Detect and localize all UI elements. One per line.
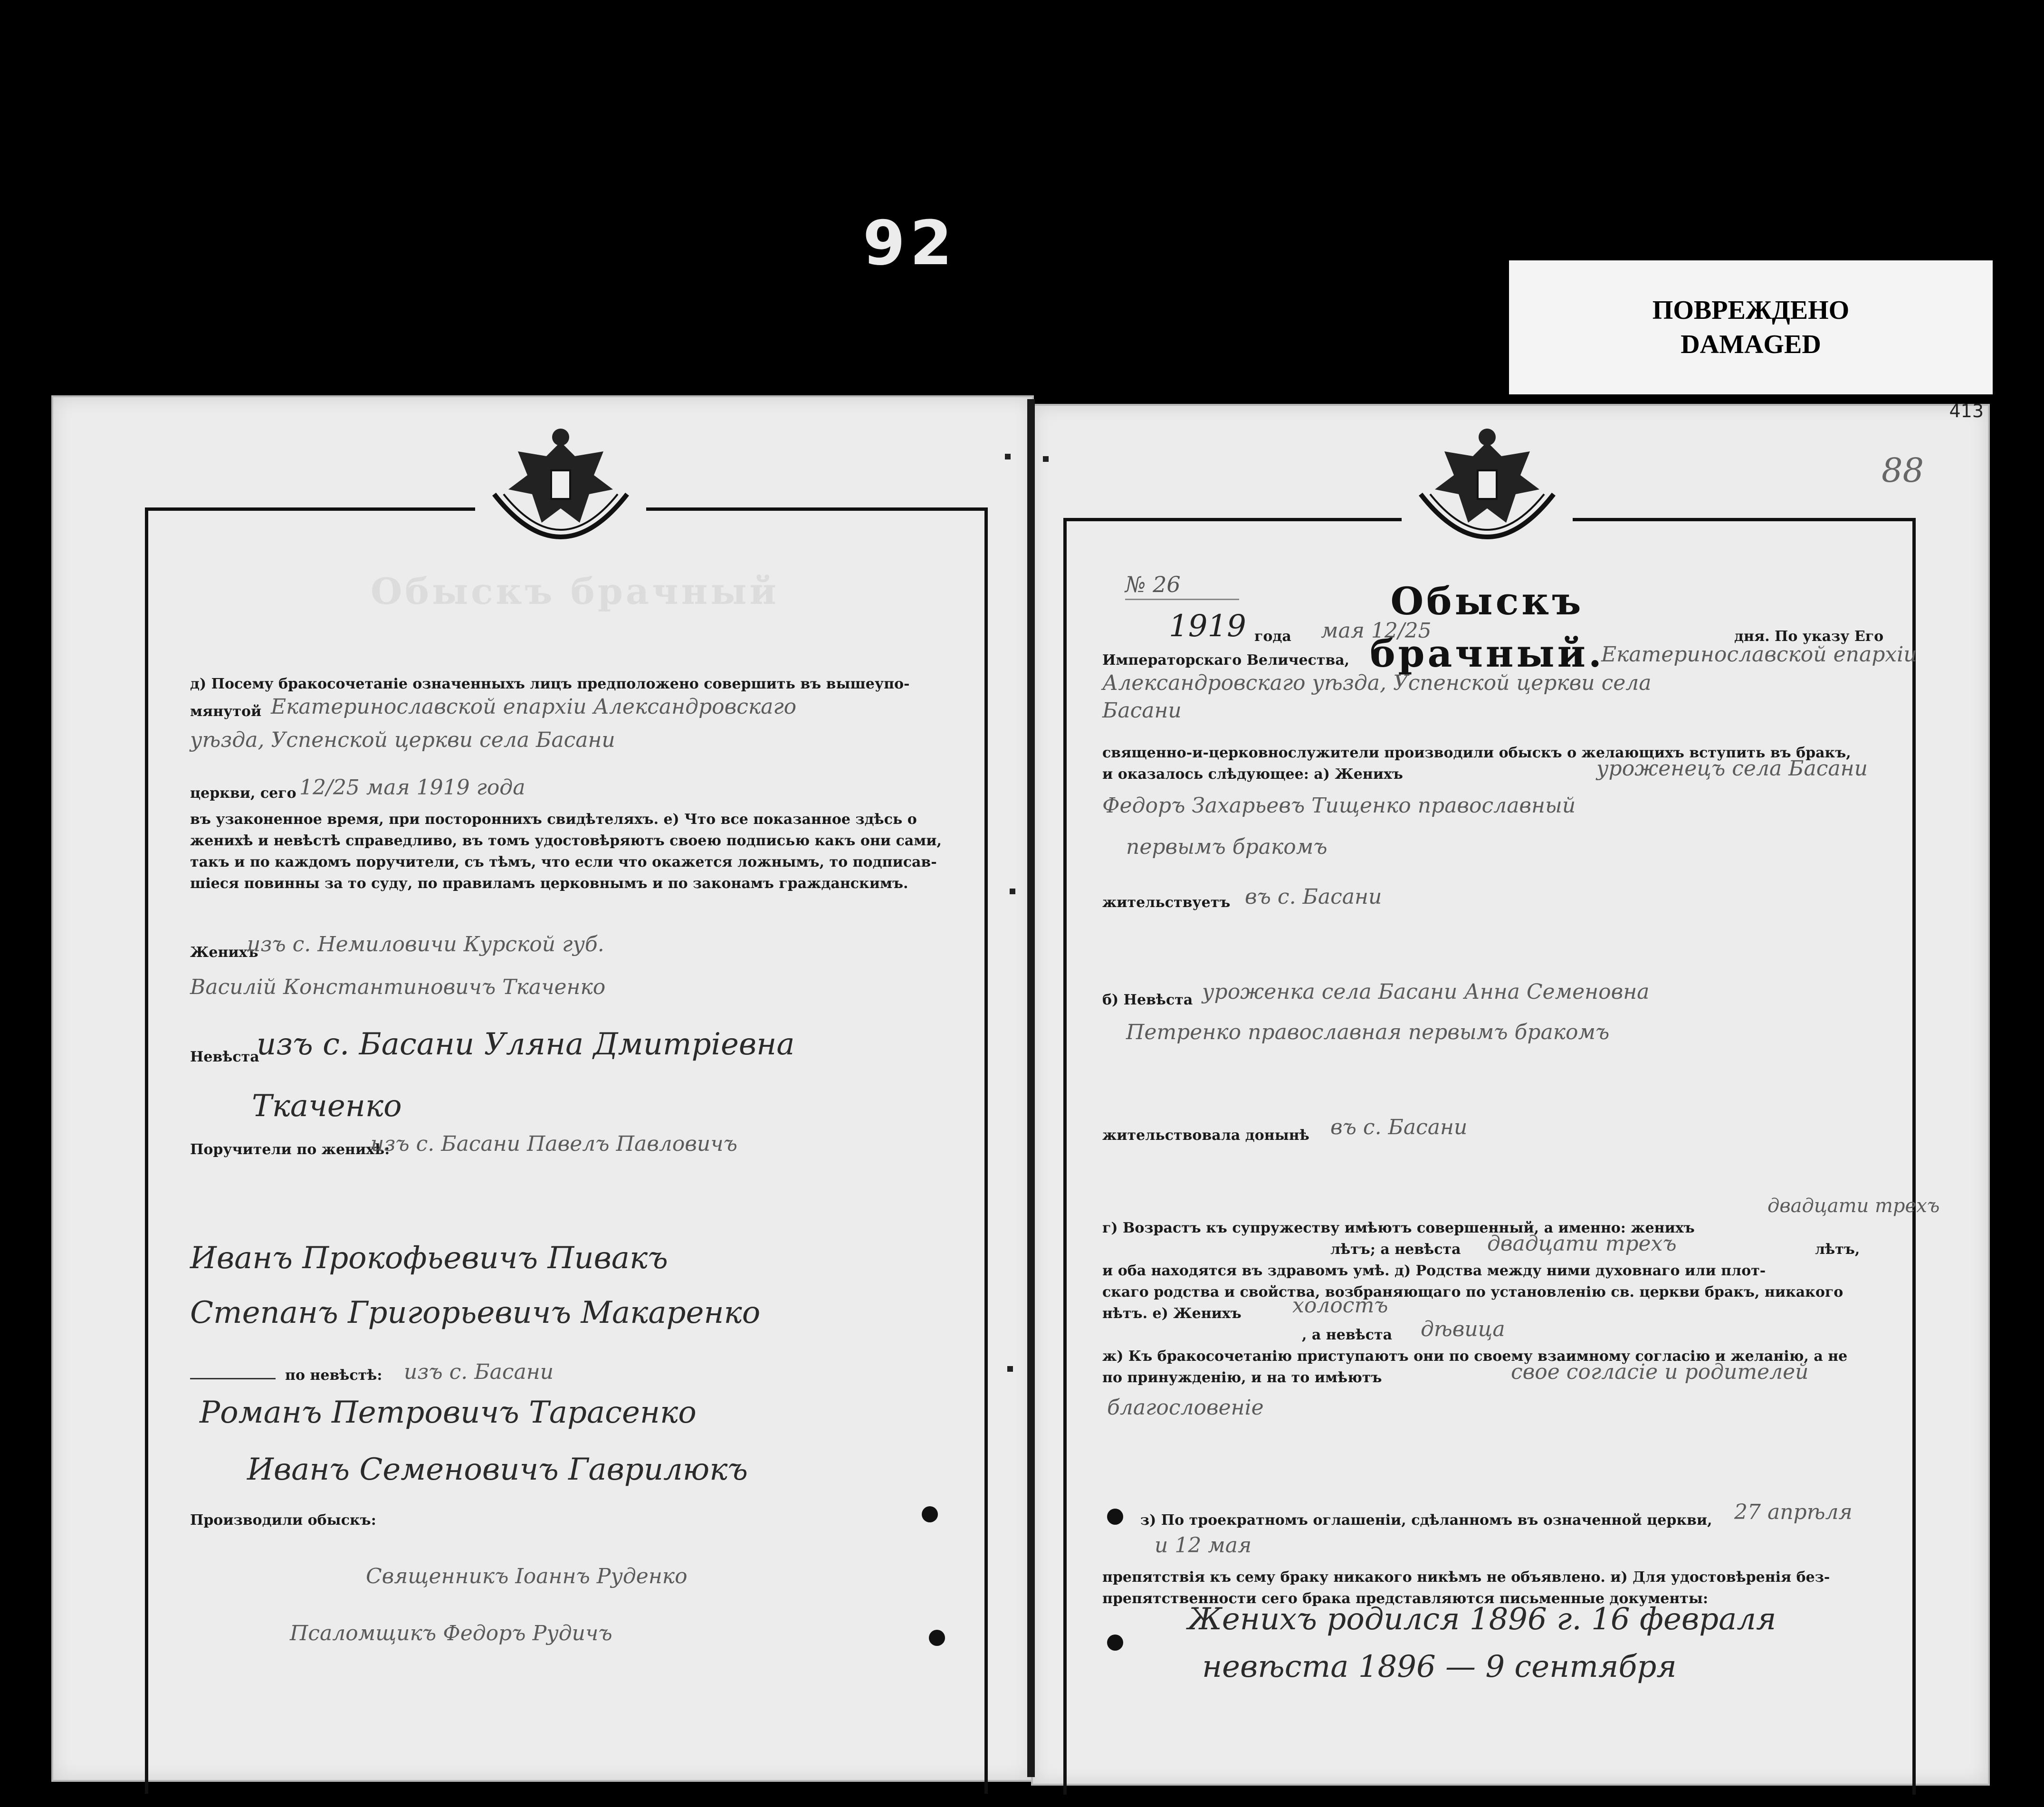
right-para-1: и оба находятся въ здравомъ умѣ. д) Родства между ними духовнаго или плот- xyxy=(1102,1262,1766,1279)
guarantor-handwriting-3: Романъ Петровичъ Тарасенко xyxy=(200,1395,697,1430)
right-line-1-handwriting: мая 12/25 xyxy=(1321,619,1432,643)
age-line-2-end: лѣтъ, xyxy=(1815,1241,1860,1258)
residence-groom-label: жительствуетъ xyxy=(1102,894,1231,911)
right-line-1-print-b: дня. По указу Его xyxy=(1734,628,1884,645)
left-line-5: въ узаконенное время, при постороннихъ свидѣтеляхъ. е) Что все показанное здѣсь о xyxy=(190,811,917,828)
document-title: Обыскъ брачный. xyxy=(1370,579,1605,676)
groom-handwriting-2: Василій Константиновичъ Ткаченко xyxy=(190,975,606,999)
archive-sheet-number: 413 xyxy=(1949,401,1984,421)
stitch-mark xyxy=(1005,454,1011,459)
right-line-8-handwriting: первымъ бракомъ xyxy=(1126,835,1328,859)
left-line-1: д) Посему бракосочетаніе означенныхъ лицъ предположено совершить въ вышеупо- xyxy=(190,676,910,692)
groom-handwriting-1: изъ с. Немиловичи Курской губ. xyxy=(247,932,604,956)
searchers-label: Производили обыскъ: xyxy=(190,1512,376,1529)
age-line-1-print: г) Возрастъ къ супружеству имѣютъ совершенный, а именно: женихъ xyxy=(1102,1220,1695,1236)
left-line-3-handwriting: уѣзда, Успенской церкви села Басани xyxy=(190,728,615,752)
bride-handwriting-2: Ткаченко xyxy=(252,1089,402,1124)
left-line-7: такъ и по каждомъ поручители, съ тѣмъ, что если что окажется ложнымъ, то подписав- xyxy=(190,854,937,870)
right-para-7-handwriting: благословеніе xyxy=(1107,1396,1264,1420)
guarantors-bride-handwriting: изъ с. Басани xyxy=(404,1360,554,1384)
signature-priest: Священникъ Іоаннъ Руденко xyxy=(366,1564,688,1588)
right-para-3-print: нѣтъ. е) Женихъ xyxy=(1102,1305,1242,1322)
damaged-label-ru: ПОВРЕЖДЕНО xyxy=(1652,296,1850,325)
right-para-13-handwriting: невѣста 1896 — 9 сентября xyxy=(1202,1649,1677,1684)
right-para-8-print: з) По троекратномъ оглашеніи, сдѣланномъ въ означенной церкви, xyxy=(1140,1512,1712,1529)
right-line-2-print: Императорскаго Величества, xyxy=(1102,652,1350,669)
guarantor-handwriting-2: Степанъ Григорьевичъ Макаренко xyxy=(190,1295,761,1330)
groom-label: Женихъ xyxy=(190,944,258,961)
right-para-2: скаго родства и свойства, возбраняющаго по установленію св. церкви бракъ, никакого xyxy=(1102,1284,1843,1300)
right-para-9-handwriting: и 12 мая xyxy=(1155,1533,1252,1558)
ghost-title-bleedthrough: Обыскъ брачный xyxy=(371,570,779,612)
right-crest-emblem xyxy=(1402,423,1573,565)
bride-handwriting-1: изъ с. Басани Уляна Дмитріевна xyxy=(257,1027,795,1062)
binding-hole xyxy=(922,1506,938,1522)
bride-label-right: б) Невѣста xyxy=(1102,992,1193,1008)
record-number: № 26 xyxy=(1125,570,1239,600)
right-line-1-print-a: года xyxy=(1254,628,1291,645)
stitch-mark xyxy=(1010,889,1015,894)
age-groom-handwriting: двадцати трехъ xyxy=(1767,1195,1940,1217)
binding-hole xyxy=(1107,1509,1123,1525)
right-line-6-print: и оказалось слѣдующее: а) Женихъ xyxy=(1102,766,1403,783)
bride-handwriting-right-1: уроженка села Басани Анна Семеновна xyxy=(1202,980,1650,1004)
age-bride-handwriting: двадцати трехъ xyxy=(1487,1232,1677,1256)
stitch-mark xyxy=(1043,456,1049,462)
right-para-11: препятственности сего брака представляются письменные документы: xyxy=(1102,1590,1709,1607)
right-line-6-handwriting: уроженецъ села Басани xyxy=(1596,756,1868,781)
handwritten-sheet-number: 88 xyxy=(1882,451,1924,490)
right-line-7-handwriting: Федоръ Захарьевъ Тищенко православный xyxy=(1102,794,1576,818)
right-para-4-print: , а невѣста xyxy=(1302,1327,1393,1343)
year-handwriting: 1919 xyxy=(1169,609,1246,644)
left-line-4-handwriting: 12/25 мая 1919 года xyxy=(299,775,525,800)
right-para-6-handwriting: свое согласіе и родителей xyxy=(1511,1360,1809,1384)
bride-label: Невѣста xyxy=(190,1049,259,1065)
guarantor-handwriting-4: Иванъ Семеновичъ Гаврилюкъ xyxy=(247,1452,748,1487)
right-para-4-handwriting: дѣвица xyxy=(1421,1317,1505,1341)
guarantor-handwriting-1: Иванъ Прокофьевичъ Пивакъ xyxy=(190,1241,668,1276)
right-para-12-handwriting: Женихъ родился 1896 г. 16 февраля xyxy=(1188,1602,1777,1637)
signature-psalmist: Псаломщикъ Федоръ Рудичъ xyxy=(290,1621,612,1645)
residence-bride-label: жительствовала донынѣ xyxy=(1102,1127,1309,1144)
right-line-5-print: священно-и-церковнослужители производили обыскъ о желающихъ вступить въ бракъ, xyxy=(1102,745,1851,761)
left-crest-emblem xyxy=(475,423,646,565)
right-para-6-print: по принужденію, и на то имѣютъ xyxy=(1102,1369,1382,1386)
right-line-3-handwriting: Александровскаго уѣзда, Успенской церкви села xyxy=(1102,671,1652,695)
guarantors-bride-label: по невѣстѣ: xyxy=(285,1367,382,1384)
right-para-3-handwriting: холостъ xyxy=(1292,1293,1388,1318)
residence-bride-handwriting: въ с. Басани xyxy=(1330,1115,1468,1139)
left-line-6: женихѣ и невѣстѣ справедливо, въ томъ удостовѣряютъ своею подписью какъ они сами, xyxy=(190,832,942,849)
left-line-2-handwriting: Екатеринославской епархіи Александровскаго xyxy=(271,695,797,719)
right-para-8-handwriting: 27 апрѣля xyxy=(1734,1500,1853,1524)
guarantors-groom-label: Поручители по женихѣ: xyxy=(190,1141,390,1158)
binding-hole xyxy=(1107,1635,1123,1651)
right-line-4-handwriting: Басани xyxy=(1102,698,1182,723)
damaged-stamp xyxy=(1509,260,1993,394)
damaged-label-en: DAMAGED xyxy=(1681,330,1821,359)
right-para-10: препятствія къ сему браку никакого никѣмъ не объявлено. и) Для удостовѣренія без- xyxy=(1102,1569,1830,1586)
right-para-5: ж) Къ бракосочетанію приступаютъ они по своему взаимному согласію и желанію, а не xyxy=(1102,1348,1848,1365)
age-line-2-print: лѣтъ; а невѣста xyxy=(1330,1241,1461,1258)
left-line-8: шіеся повинны за то суду, по правиламъ церковнымъ и по законамъ гражданскимъ. xyxy=(190,875,908,892)
frame-number: 92 xyxy=(862,208,957,279)
right-line-2-handwriting: Екатеринославской епархіи xyxy=(1601,642,1917,667)
stitch-mark xyxy=(1007,1366,1013,1372)
book-spine xyxy=(1027,399,1035,1777)
residence-groom-handwriting: въ с. Басани xyxy=(1245,885,1382,909)
bride-handwriting-right-2: Петренко православная первымъ бракомъ xyxy=(1126,1020,1610,1044)
left-line-2-print: мянутой xyxy=(190,703,262,720)
left-line-4-print: церкви, сего xyxy=(190,785,296,802)
guarantors-bride-rule xyxy=(190,1378,276,1379)
binding-hole xyxy=(929,1630,945,1646)
guarantors-groom-handwriting: изъ с. Басани Павелъ Павловичъ xyxy=(371,1132,737,1156)
